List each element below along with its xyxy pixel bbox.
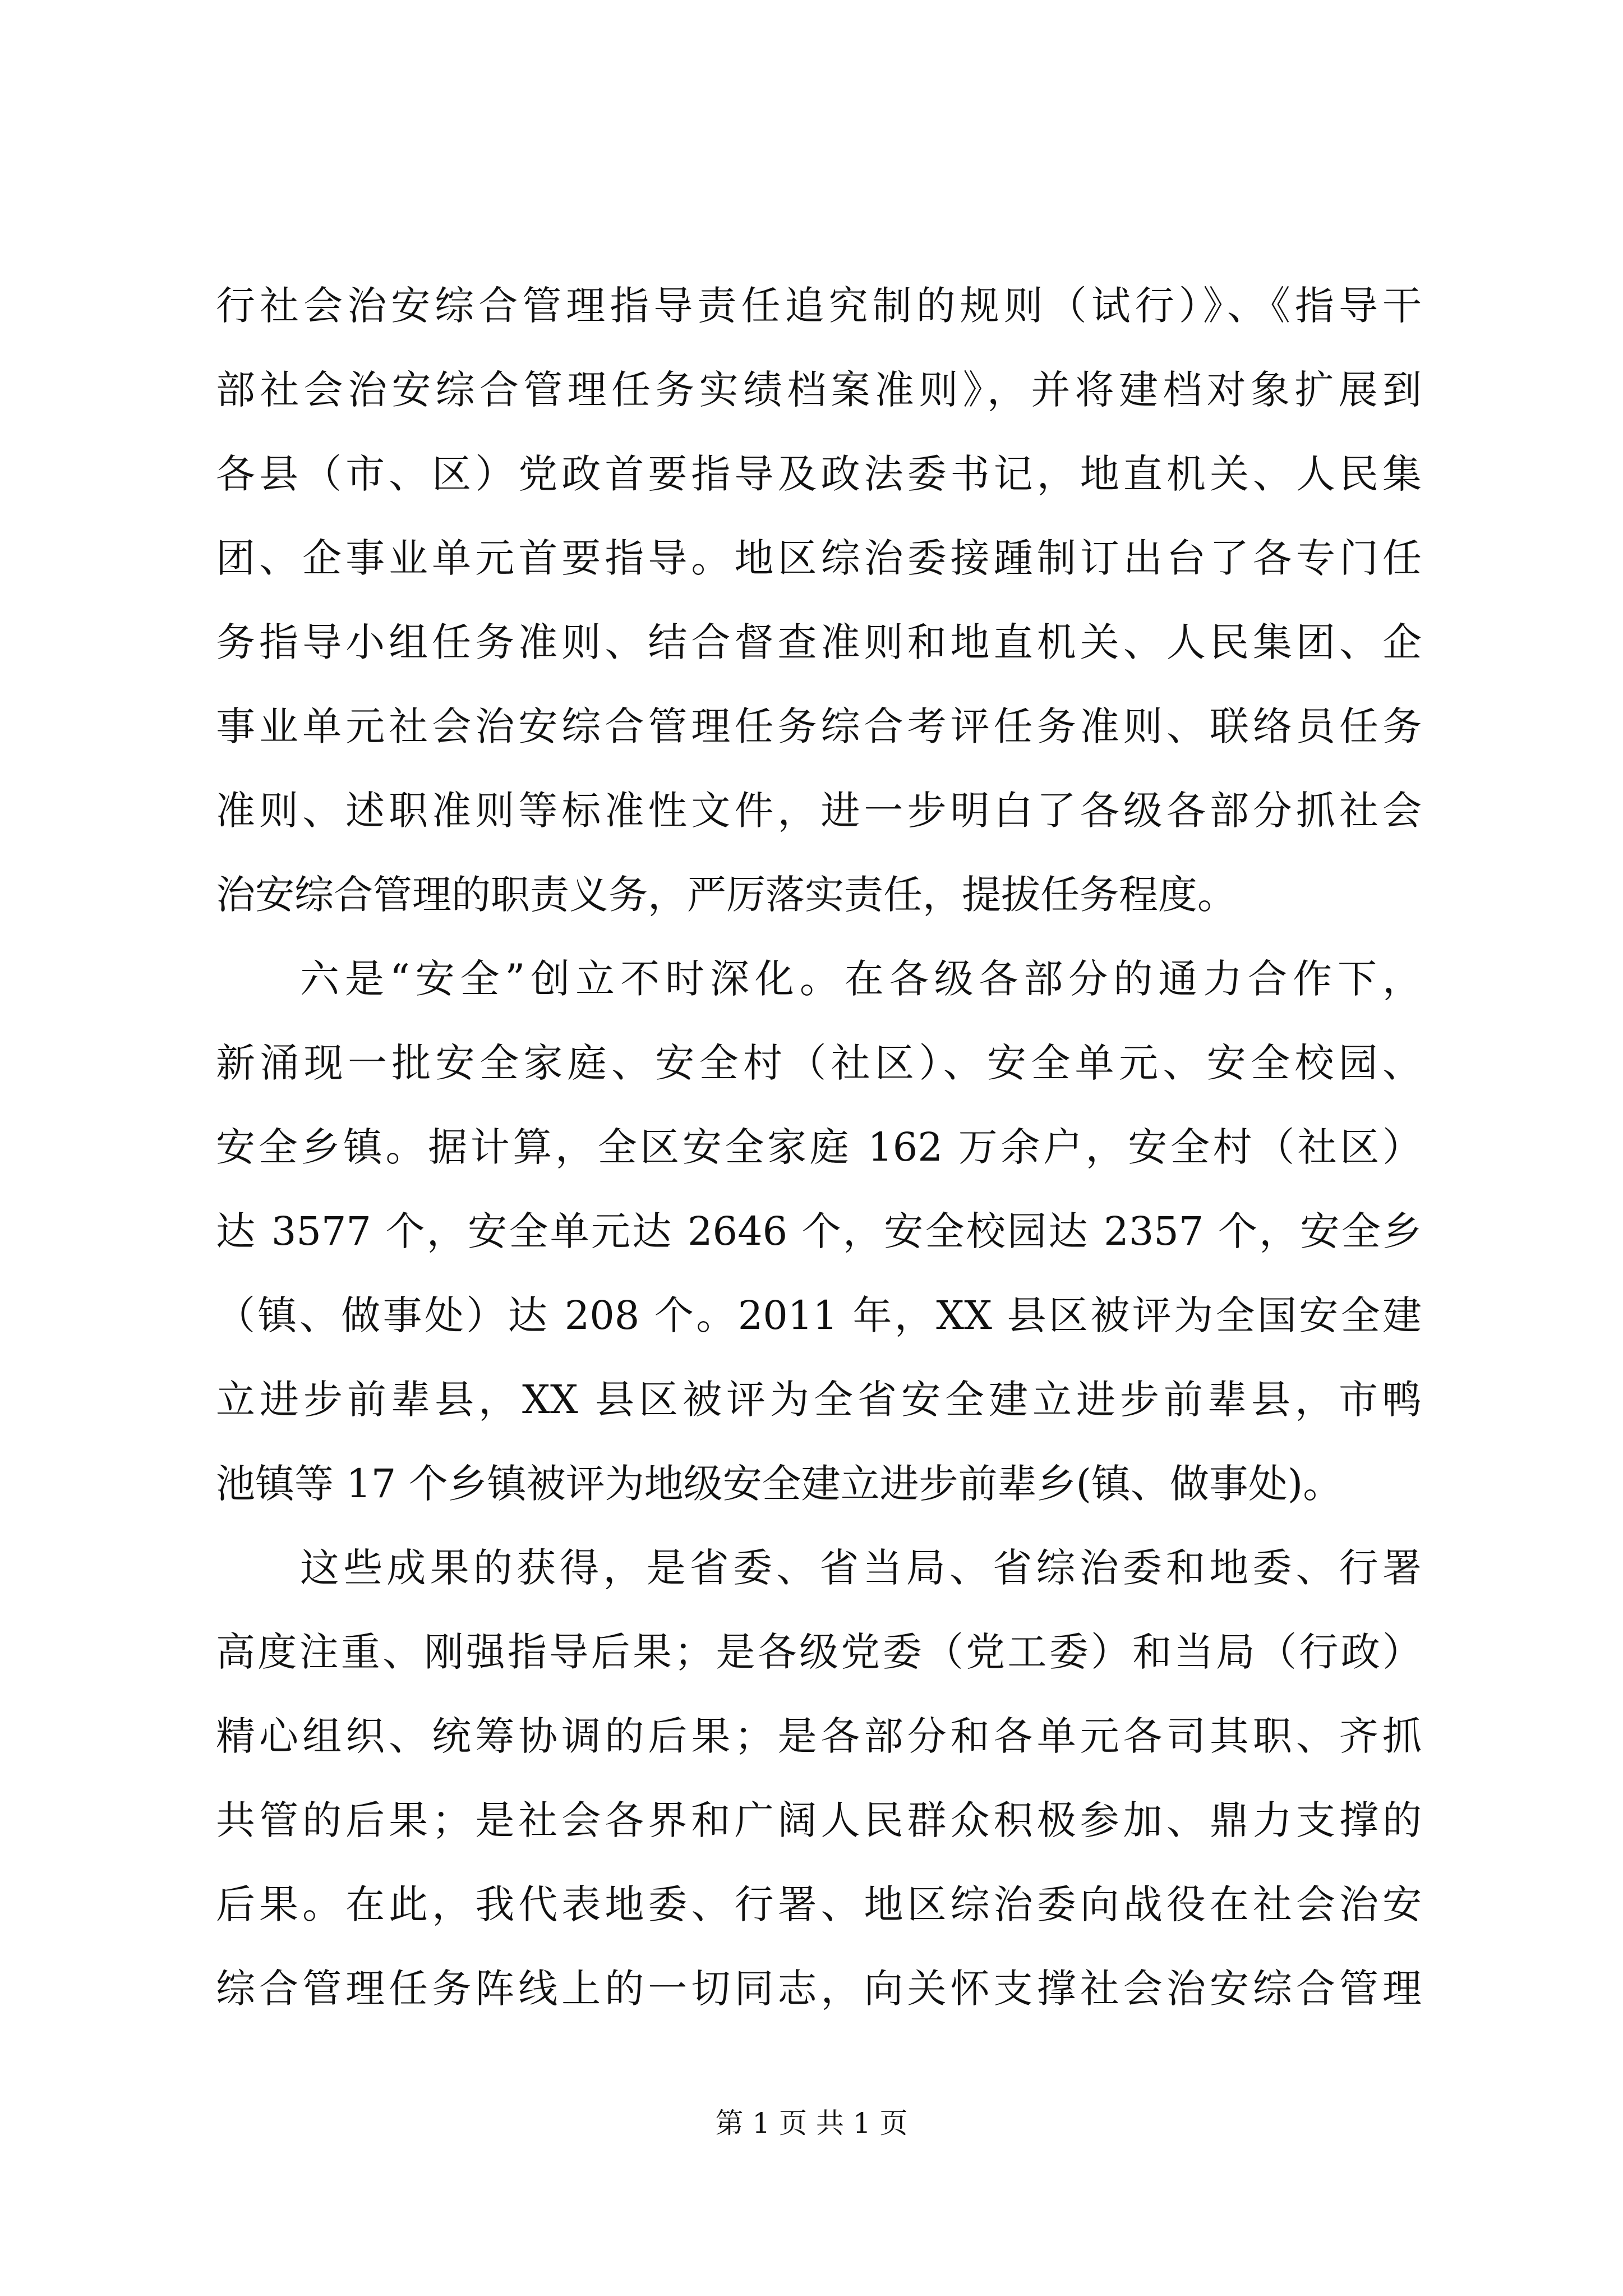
text-line: 团、企事业单元首要指导。地区综治委接踵制订出台了各专门任 <box>216 535 1422 581</box>
text-line: 六是“安全”创立不时深化。在各级各部分的通力合作下， <box>300 956 1422 1002</box>
text-line: 事业单元社会治安综合管理任务综合考评任务准则、联络员任务 <box>216 703 1422 749</box>
text-line: 治安综合管理的职责义务，严厉落实责任，提拔任务程度。 <box>216 872 1237 918</box>
text-line: 立进步前辈县，XX 县区被评为全省安全建立进步前辈县，市鸭 <box>216 1377 1422 1423</box>
document-body <box>216 264 1422 2031</box>
text-line: 综合管理任务阵线上的一切同志，向关怀支撑社会治安综合管理 <box>216 1966 1422 2012</box>
text-line: 各县（市、区）党政首要指导及政法委书记，地直机关、人民集 <box>216 451 1422 497</box>
text-line: 这些成果的获得，是省委、省当局、省综治委和地委、行署 <box>300 1545 1422 1591</box>
paragraph-1 <box>216 264 1422 937</box>
text-line: 高度注重、刚强指导后果；是各级党委（党工委）和当局（行政） <box>216 1629 1422 1675</box>
text-line: 部社会治安综合管理任务实绩档案准则》，并将建档对象扩展到 <box>216 367 1422 413</box>
text-line: 行社会治安综合管理指导责任追究制的规则（试行）》、《指导干 <box>216 283 1422 329</box>
text-line: 安全乡镇。据计算，全区安全家庭 162 万余户，安全村（社区） <box>216 1124 1422 1170</box>
text-line: 池镇等 17 个乡镇被评为地级安全建立进步前辈乡(镇、做事处)。 <box>216 1461 1343 1507</box>
text-line: 精心组织、统筹协调的后果；是各部分和各单元各司其职、齐抓 <box>216 1713 1422 1759</box>
page-number-label: 第 1 页 共 1 页 <box>715 2107 908 2139</box>
text-line: 务指导小组任务准则、结合督查准则和地直机关、人民集团、企 <box>216 619 1422 665</box>
page-footer <box>0 2101 1623 2141</box>
paragraph-2 <box>216 937 1422 1526</box>
text-line: 达 3577 个，安全单元达 2646 个，安全校园达 2357 个，安全乡 <box>216 1208 1422 1254</box>
text-line: （镇、做事处）达 208 个。2011 年，XX 县区被评为全国安全建 <box>216 1292 1422 1338</box>
text-line: 新涌现一批安全家庭、安全村（社区）、安全单元、安全校园、 <box>216 1040 1422 1086</box>
paragraph-3 <box>216 1526 1422 2031</box>
text-line: 后果。在此，我代表地委、行署、地区综治委向战役在社会治安 <box>216 1881 1422 1927</box>
text-line: 共管的后果；是社会各界和广阔人民群众积极参加、鼎力支撑的 <box>216 1797 1422 1843</box>
text-line: 准则、述职准则等标准性文件，进一步明白了各级各部分抓社会 <box>216 788 1422 834</box>
